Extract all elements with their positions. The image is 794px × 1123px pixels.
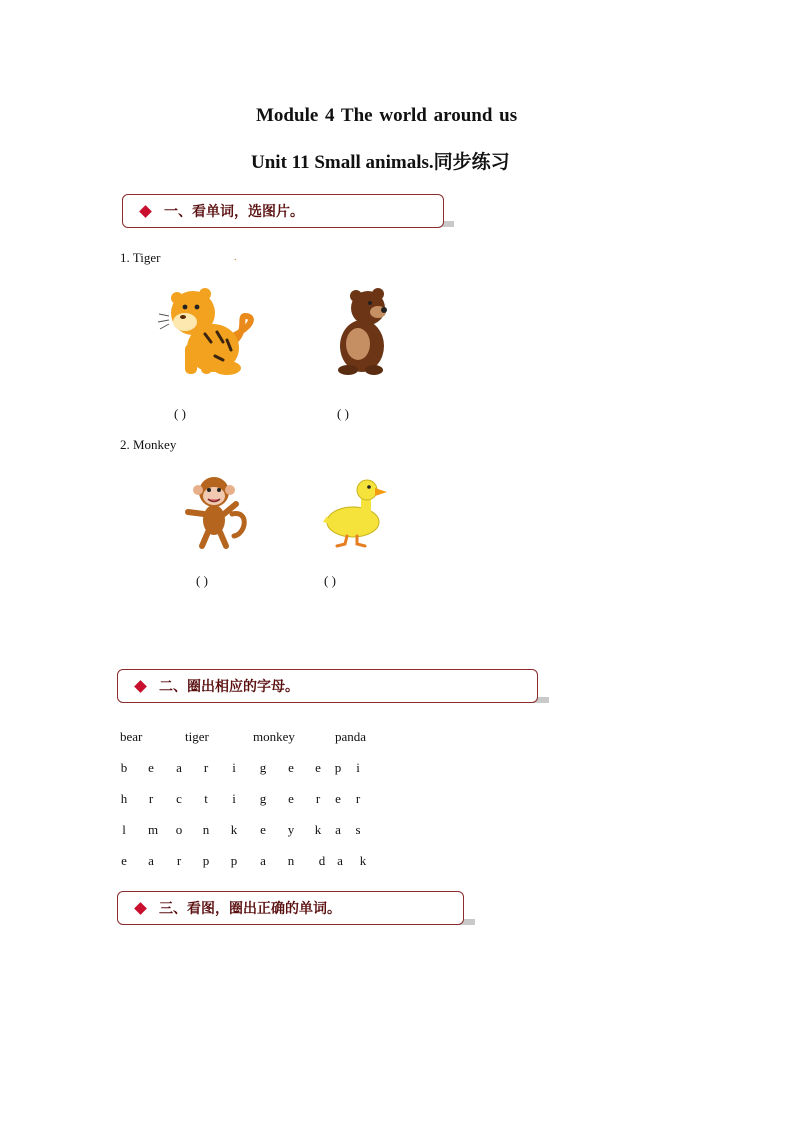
section1-header — [122, 194, 444, 228]
title-cn: 同步练习 — [433, 151, 510, 173]
grid-letter[interactable]: k — [314, 822, 322, 837]
grid-letter[interactable]: p — [230, 853, 238, 868]
diamond-icon — [134, 902, 147, 915]
grid-letter[interactable]: e — [288, 791, 294, 806]
word-item: panda — [335, 729, 367, 744]
grid-letter[interactable]: r — [176, 853, 182, 868]
grid-letter[interactable]: r — [203, 760, 209, 775]
grid-letter[interactable]: k — [230, 822, 238, 837]
q1-answer-paren-2[interactable]: ( ) — [337, 406, 349, 421]
grid-letter[interactable]: a — [335, 822, 341, 837]
question2-label: 2. Monkey — [120, 437, 177, 452]
grid-letter[interactable]: l — [122, 822, 126, 837]
grid-letter[interactable]: e — [121, 853, 127, 868]
grid-letter[interactable]: o — [175, 822, 183, 837]
grid-letter[interactable]: a — [337, 853, 343, 868]
grid-letter[interactable]: p — [334, 760, 342, 775]
grid-letter[interactable]: a — [260, 853, 266, 868]
grid-letter[interactable]: e — [260, 822, 266, 837]
grid-letter[interactable]: r — [315, 791, 321, 806]
monkey-image — [184, 474, 252, 552]
section1-heading: 一、看单词，选图片。 — [164, 204, 304, 220]
q2-answer-paren-2[interactable]: ( ) — [324, 573, 336, 588]
grid-letter[interactable]: i — [232, 760, 236, 775]
diamond-icon — [134, 680, 147, 693]
grid-letter[interactable]: e — [315, 760, 321, 775]
grid-letter[interactable]: t — [204, 791, 208, 806]
grid-letter[interactable]: a — [176, 760, 182, 775]
grid-letter[interactable]: d — [318, 853, 326, 868]
section2-header — [117, 669, 538, 703]
word-item: bear — [120, 729, 143, 744]
grid-letter[interactable]: e — [148, 760, 154, 775]
bear-image — [330, 288, 392, 376]
diamond-icon — [139, 205, 152, 218]
grid-letter[interactable]: k — [359, 853, 367, 868]
grid-letter[interactable]: i — [356, 760, 360, 775]
title-unit: Unit 11 Small animals. — [251, 152, 434, 173]
grid-letter[interactable]: g — [259, 791, 267, 806]
question1-label: 1. Tiger — [120, 250, 161, 265]
q2-answer-paren-1[interactable]: ( ) — [196, 573, 208, 588]
word-item: tiger — [185, 729, 209, 744]
grid-letter[interactable]: y — [287, 822, 295, 837]
grid-letter[interactable]: e — [288, 760, 294, 775]
grid-letter[interactable]: s — [355, 822, 361, 837]
grid-letter[interactable]: r — [148, 791, 154, 806]
duck-image — [323, 478, 389, 548]
section2-heading: 二、圈出相应的字母。 — [159, 679, 299, 695]
section3-heading: 三、看图，圈出正确的单词。 — [159, 901, 341, 917]
grid-letter[interactable]: n — [202, 822, 210, 837]
grid-letter[interactable]: g — [259, 760, 267, 775]
grid-letter[interactable]: b — [120, 760, 128, 775]
tiger-image — [155, 286, 260, 378]
dot-mark: . — [234, 252, 237, 263]
grid-letter[interactable]: r — [355, 791, 361, 806]
grid-letter[interactable]: e — [335, 791, 341, 806]
grid-letter[interactable]: h — [120, 791, 128, 806]
q1-answer-paren-1[interactable]: ( ) — [174, 406, 186, 421]
page-title-line2 — [251, 147, 510, 174]
grid-letter[interactable]: n — [287, 853, 295, 868]
grid-letter[interactable]: c — [176, 791, 182, 806]
grid-letter[interactable]: i — [232, 791, 236, 806]
page-title-line1 — [256, 105, 517, 127]
title-module: Module 4 The world around us — [256, 105, 518, 126]
grid-letter[interactable]: a — [148, 853, 154, 868]
grid-letter[interactable]: p — [202, 853, 210, 868]
grid-letter[interactable]: m — [147, 822, 159, 837]
section3-header — [117, 891, 464, 925]
word-item: monkey — [253, 729, 295, 744]
